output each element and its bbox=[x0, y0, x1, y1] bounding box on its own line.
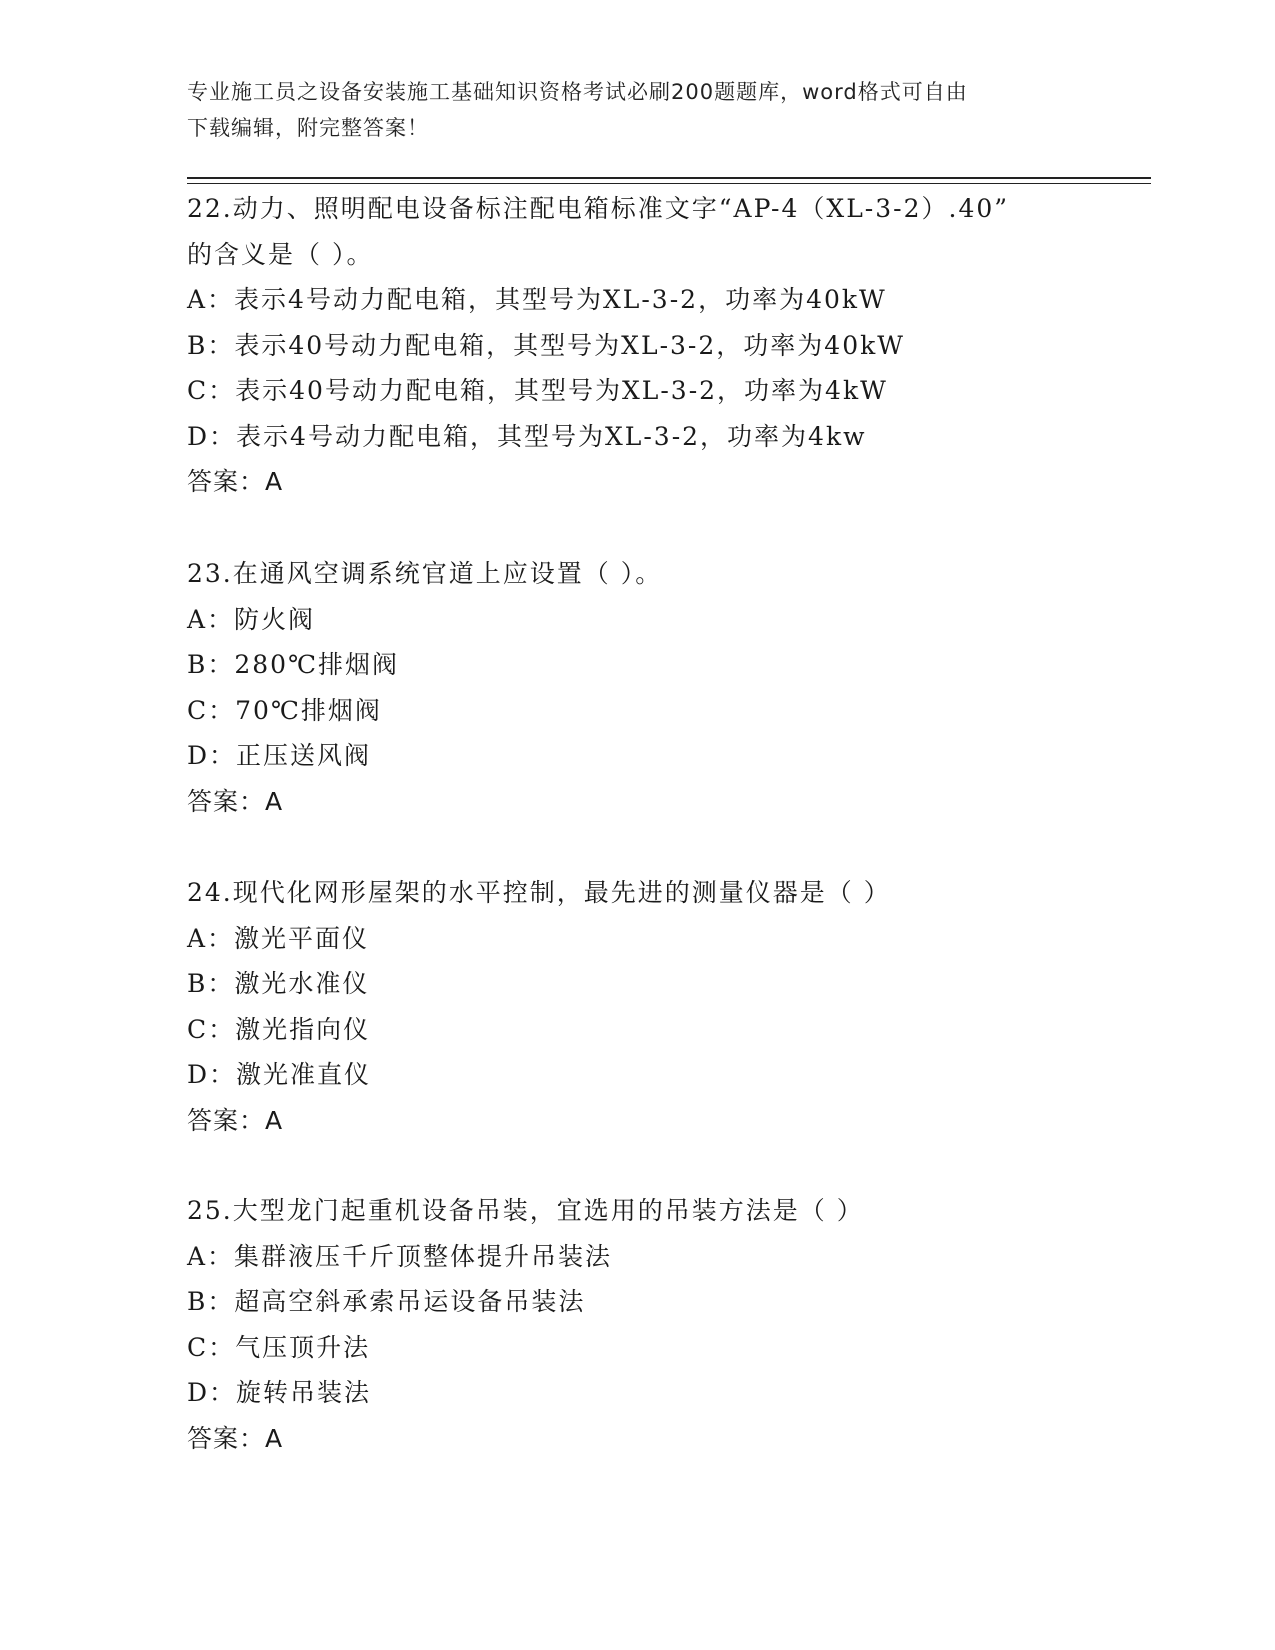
option-c: C：表示40号动力配电箱，其型号为XL-3-2，功率为4kW bbox=[187, 376, 888, 405]
header-divider-thin bbox=[187, 183, 1151, 184]
option-b: B：超高空斜承索吊运设备吊装法 bbox=[187, 1287, 586, 1316]
question-23 bbox=[187, 551, 1087, 824]
option-a: A：防火阀 bbox=[187, 604, 316, 634]
option-c: C：激光指向仪 bbox=[187, 1014, 371, 1044]
answer-label: 答案：A bbox=[187, 1423, 284, 1453]
option-c: C：70℃排烟阀 bbox=[187, 695, 382, 725]
option-d: D：表示4号动力配电箱，其型号为XL-3-2，功率为4kw bbox=[187, 421, 867, 451]
answer-label: 答案：A bbox=[187, 786, 284, 816]
question-stem-continued: 的含义是（ ）。 bbox=[187, 239, 374, 269]
header-divider-thick bbox=[187, 177, 1151, 179]
question-25 bbox=[187, 1188, 1087, 1461]
option-a: A：激光平面仪 bbox=[187, 923, 370, 953]
question-stem: 25.大型龙门起重机设备吊装，宜选用的吊装方法是（ ） bbox=[187, 1196, 864, 1225]
option-d: D：旋转吊装法 bbox=[187, 1378, 372, 1407]
option-d: D：正压送风阀 bbox=[187, 741, 372, 770]
question-24 bbox=[187, 870, 1087, 1143]
question-stem: 23.在通风空调系统官道上应设置（ ）。 bbox=[187, 559, 663, 588]
option-b: B：280℃排烟阀 bbox=[187, 650, 400, 679]
document-header bbox=[187, 74, 1067, 146]
option-d: D：激光准直仪 bbox=[187, 1060, 372, 1089]
question-stem: 22.动力、照明配电设备标注配电箱标准文字“AP-4（XL-3-2）.40” bbox=[187, 194, 1010, 223]
option-b: B：激光水准仪 bbox=[187, 969, 370, 998]
option-b: B：表示40号动力配电箱，其型号为XL-3-2，功率为40kW bbox=[187, 330, 905, 360]
header-line-1: 专业施工员之设备安装施工基础知识资格考试必刷200题题库，word格式可自由 bbox=[187, 80, 968, 104]
option-c: C：气压顶升法 bbox=[187, 1332, 371, 1362]
answer-label: 答案：A bbox=[187, 467, 284, 496]
question-22 bbox=[187, 186, 1087, 505]
question-stem: 24.现代化网形屋架的水平控制，最先进的测量仪器是（ ） bbox=[187, 878, 891, 907]
header-line-2: 下载编辑，附完整答案！ bbox=[187, 116, 429, 140]
answer-label: 答案：A bbox=[187, 1105, 284, 1135]
option-a: A：集群液压千斤顶整体提升吊装法 bbox=[187, 1241, 613, 1271]
option-a: A：表示4号动力配电箱，其型号为XL-3-2，功率为40kW bbox=[187, 285, 887, 314]
